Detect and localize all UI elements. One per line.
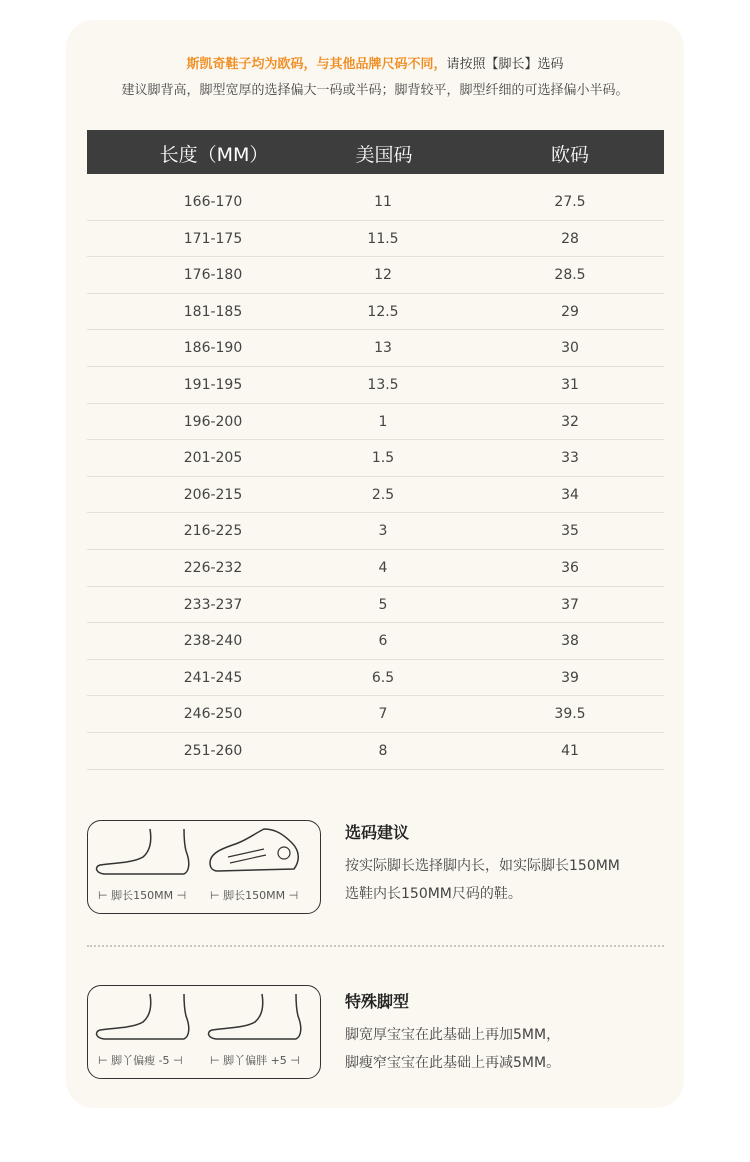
tip2-text [345, 1021, 560, 1077]
us-size-cell: 12.5 [367, 303, 399, 320]
tip1-caption-1: 脚长150MM [111, 889, 174, 902]
intro-line-1-rest: 请按照【脚长】选码 [446, 57, 564, 72]
table-row [87, 221, 664, 258]
us-size-cell: 11 [374, 194, 392, 210]
us-size-cell: 3 [378, 523, 388, 540]
tip1-line-1: 按实际脚长选择脚内长，如实际脚长150MM [345, 858, 620, 874]
us-size-cell: 8 [378, 742, 388, 759]
table-row [87, 513, 664, 550]
us-size-cell: 12 [374, 267, 392, 284]
size-table-body [87, 184, 664, 770]
header-us-size: 美国码 [355, 144, 413, 166]
length-cell: 181-185 [183, 303, 243, 320]
us-size-cell: 1.5 [371, 450, 395, 467]
section-divider [87, 945, 664, 947]
tip1-caption-2-wrap: ⊢ 脚长150MM ⊣ [210, 889, 299, 902]
tip1-title: 选码建议 [345, 823, 410, 842]
length-cell: 206-215 [183, 486, 243, 503]
table-row [87, 733, 664, 770]
eu-size-cell: 28 [561, 230, 579, 247]
tip2-line-2: 脚瘦窄宝宝在此基础上再减5MM。 [345, 1055, 561, 1071]
us-size-cell: 4 [378, 559, 388, 576]
intro-highlight: 斯凯奇鞋子均为欧码，与其他品牌尺码不同， [186, 57, 447, 72]
length-cell: 171-175 [183, 230, 243, 247]
table-row [87, 696, 664, 733]
tip2-caption-2: 脚丫偏胖 +5 [223, 1054, 287, 1067]
tip1-caption-1-wrap: ⊢ 脚长150MM ⊣ [98, 889, 187, 902]
eu-size-cell: 29 [561, 303, 579, 320]
us-size-cell: 11.5 [367, 230, 399, 247]
tip2-caption-2-wrap: ⊢ 脚丫偏胖 +5 ⊣ [210, 1054, 300, 1067]
length-cell: 191-195 [183, 376, 243, 393]
eu-size-cell: 30 [561, 340, 579, 357]
tip1-text [345, 852, 620, 908]
table-row [87, 184, 664, 221]
eu-size-cell: 35 [561, 523, 579, 540]
table-header [87, 130, 664, 174]
eu-size-cell: 36 [561, 559, 579, 576]
eu-size-cell: 39.5 [554, 706, 586, 723]
table-row [87, 660, 664, 697]
eu-size-cell: 37 [561, 596, 579, 613]
tip2-caption-1: 脚丫偏瘦 -5 [111, 1054, 170, 1067]
eu-size-cell: 38 [561, 633, 579, 650]
eu-size-cell: 33 [561, 450, 579, 467]
table-row [87, 257, 664, 294]
us-size-cell: 1 [378, 413, 388, 430]
tip1-caption-2: 脚长150MM [223, 889, 286, 902]
table-row [87, 330, 664, 367]
table-row [87, 440, 664, 477]
intro-line-2: 建议脚背高，脚型宽厚的选择偏大一码或半码；脚背较平，脚型纤细的可选择偏小半码。 [121, 83, 629, 98]
table-row [87, 404, 664, 441]
us-size-cell: 5 [378, 596, 388, 613]
table-row [87, 294, 664, 331]
eu-size-cell: 28.5 [554, 267, 586, 284]
table-row [87, 587, 664, 624]
header-eu-size: 欧码 [550, 144, 590, 166]
length-cell: 226-232 [183, 559, 243, 576]
eu-size-cell: 41 [561, 742, 579, 759]
table-row [87, 623, 664, 660]
eu-size-cell: 39 [561, 669, 579, 686]
eu-size-cell: 34 [561, 486, 579, 503]
intro-text [0, 52, 750, 104]
length-cell: 241-245 [183, 669, 243, 686]
table-row [87, 550, 664, 587]
us-size-cell: 7 [378, 706, 388, 723]
us-size-cell: 6.5 [371, 669, 395, 686]
length-cell: 238-240 [183, 633, 243, 650]
intro-line-1 [0, 52, 750, 78]
length-cell: 246-250 [183, 706, 243, 723]
length-cell: 201-205 [183, 450, 243, 467]
length-cell: 166-170 [183, 194, 243, 210]
us-size-cell: 2.5 [371, 486, 395, 503]
length-cell: 196-200 [183, 413, 243, 430]
tip2-caption-1-wrap: ⊢ 脚丫偏瘦 -5 ⊣ [98, 1054, 183, 1067]
us-size-cell: 6 [378, 633, 388, 650]
tip1-line-2: 选鞋内长150MM尺码的鞋。 [345, 886, 522, 902]
tip2-title: 特殊脚型 [345, 992, 410, 1011]
tip-illustration-box-2 [87, 985, 321, 1079]
table-row [87, 367, 664, 404]
length-cell: 216-225 [183, 523, 243, 540]
length-cell: 233-237 [183, 596, 243, 613]
eu-size-cell: 27.5 [554, 194, 586, 210]
length-cell: 176-180 [183, 267, 243, 284]
eu-size-cell: 32 [561, 413, 579, 430]
length-cell: 186-190 [183, 340, 243, 357]
header-length: 长度（MM） [159, 144, 269, 166]
length-cell: 251-260 [183, 742, 243, 759]
us-size-cell: 13 [374, 340, 392, 357]
us-size-cell: 13.5 [367, 376, 399, 393]
tip2-line-1: 脚宽厚宝宝在此基础上再加5MM， [345, 1027, 561, 1043]
tip-illustration-box-1 [87, 820, 321, 914]
table-row [87, 477, 664, 514]
eu-size-cell: 31 [561, 376, 579, 393]
